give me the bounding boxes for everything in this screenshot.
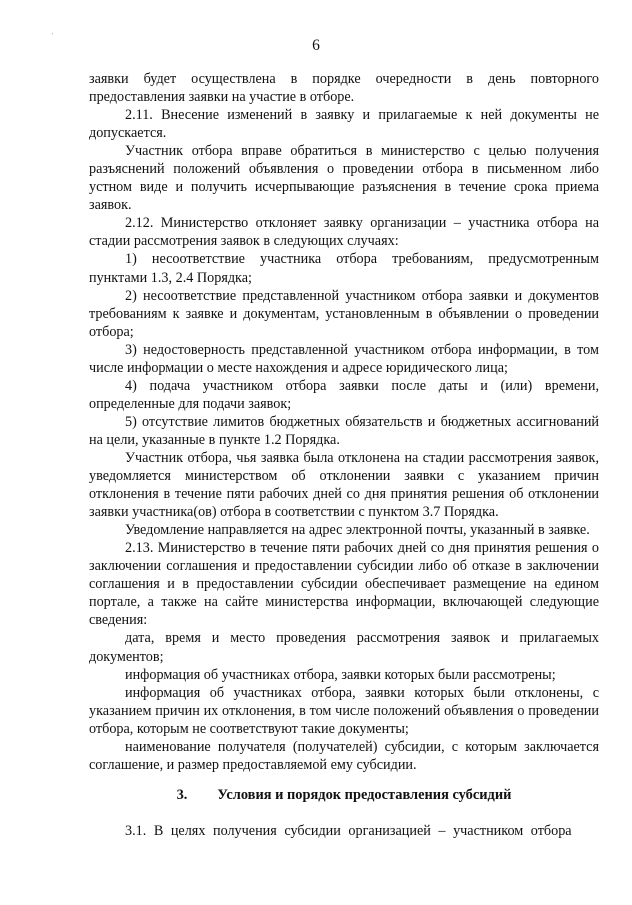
info-item-rejected: информация об участниках отбора, заявки которых были отклонены, с указанием причин их отклонения, в том числе положений объявления о проведении отбора, которым не соответствуют такие документы; — [89, 684, 599, 737]
info-item-date: дата, время и место проведения рассмотрения заявок и прилагаемых документов; — [89, 630, 599, 665]
paragraph-3-1: 3.1. В целях получения субсидии организацией – участником отбора — [125, 823, 572, 839]
page-number: 6 — [312, 37, 320, 54]
paragraph-notification: Уведомление направляется на адрес электронной почты, указанный в заявке. — [125, 522, 590, 539]
section-number: 3. — [176, 787, 188, 803]
info-item-considered: информация об участниках отбора, заявки которых были рассмотрены; — [125, 666, 556, 683]
section-body — [89, 822, 599, 840]
body-text — [89, 70, 599, 774]
paragraph-2-12: 2.12. Министерство отклоняет заявку организации – участника отбора на стадии рассмотрения заявок в следующих случаях: — [89, 215, 599, 250]
section-heading — [89, 787, 599, 804]
list-item-1: 1) несоответствие участника отбора требованиям, предусмотренным пунктами 1.3, 2.4 Порядка; — [89, 251, 599, 286]
list-item-4: 4) подача участником отбора заявки после даты и (или) времени, определенные для подачи заявок; — [89, 377, 599, 412]
list-item-5: 5) отсутствие лимитов бюджетных обязательств и бюджетных ассигнований на цели, указанные в пункте 1.2 Порядка. — [89, 413, 599, 448]
info-item-recipient: наименование получателя (получателей) субсидии, с которым заключается соглашение, и размер предоставляемой ему субсидии. — [89, 738, 599, 773]
paragraph-continuation: заявки будет осуществлена в порядке очередности в день повторного предоставления заявки на участие в отборе. — [89, 71, 599, 106]
paragraph-2-11: 2.11. Внесение изменений в заявку и прилагаемые к ней документы не допускается. — [89, 107, 599, 142]
list-item-2: 2) несоответствие представленной участником отбора заявки и документов требованиям к заявке и документам, установленным в объявлении о проведении отбора; — [89, 287, 599, 340]
section-title: Условия и порядок предоставления субсидий — [217, 787, 512, 803]
paragraph-2-13: 2.13. Министерство в течение пяти рабочих дней со дня принятия решения о заключении соглашения и предоставлении субсидии либо об отказе в заключении соглашения и в предоставлении субсидии обеспечивает размещение на едином портале, а также на сайте министерства информации, включающей следующие сведения: — [89, 540, 599, 629]
scan-mark: ' — [52, 33, 54, 39]
list-item-3: 3) недостоверность представленной участником отбора информации, в том числе информации о месте нахождения и адресе юридического лица; — [89, 341, 599, 376]
paragraph-clarification: Участник отбора вправе обратиться в министерство с целью получения разъяснений положений объявления о проведении отбора в письменном либо устном виде и получить исчерпывающие разъяснения в течение срока приема заявок. — [89, 143, 599, 214]
paragraph-rejection-notice: Участник отбора, чья заявка была отклонена на стадии рассмотрения заявок, уведомляется министерством об отклонении заявки с указанием причин отклонения в течение пяти рабочих дней со дня принятия решения об отклонении заявки участника(ов) отбора в соответствии с пунктом 3.7 Порядка. — [89, 449, 599, 521]
